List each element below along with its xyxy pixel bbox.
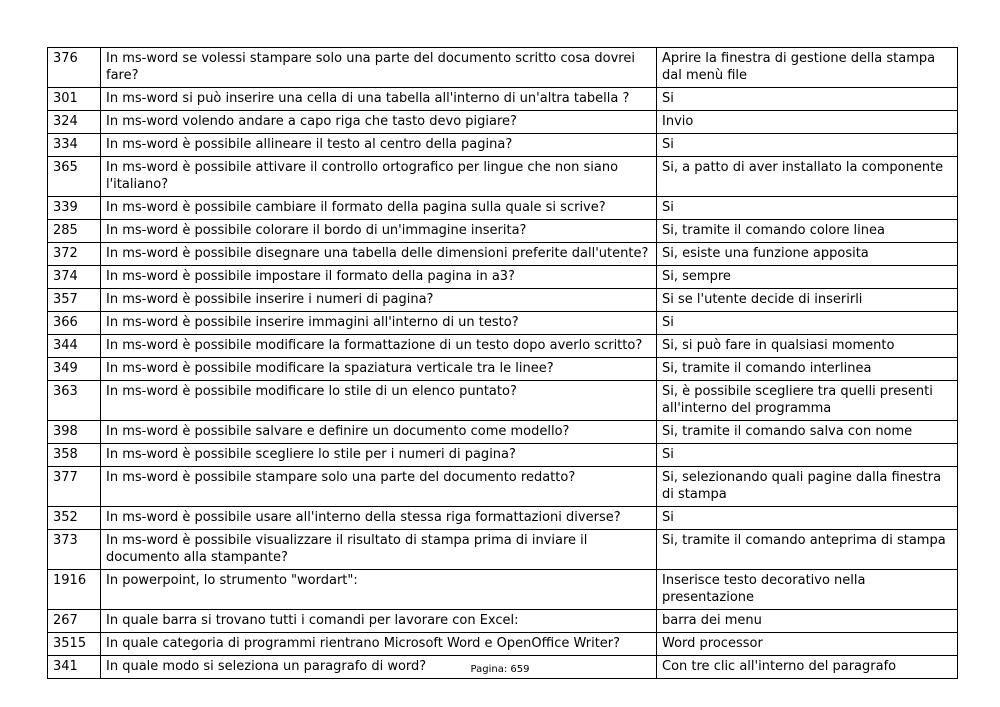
answer-cell: Si, tramite il comando interlinea <box>657 358 958 381</box>
answer-cell: Si, tramite il comando colore linea <box>657 220 958 243</box>
question-id-cell: 377 <box>48 467 101 507</box>
question-id-cell: 339 <box>48 197 101 220</box>
table-row <box>48 134 958 157</box>
answer-cell: Si, esiste una funzione apposita <box>657 243 958 266</box>
question-id-cell: 365 <box>48 157 101 197</box>
answer-cell: barra dei menu <box>657 610 958 633</box>
question-cell: In ms-word è possibile modificare la spaziatura verticale tra le linee? <box>101 358 657 381</box>
table-row <box>48 220 958 243</box>
question-cell: In ms-word è possibile inserire immagini all'interno di un testo? <box>101 312 657 335</box>
table-row <box>48 358 958 381</box>
question-id-cell: 285 <box>48 220 101 243</box>
question-id-cell: 372 <box>48 243 101 266</box>
question-id-cell: 398 <box>48 421 101 444</box>
question-cell: In ms-word se volessi stampare solo una parte del documento scritto cosa dovrei fare? <box>101 48 657 88</box>
answer-cell: Inserisce testo decorativo nella presentazione <box>657 570 958 610</box>
question-id-cell: 373 <box>48 530 101 570</box>
answer-cell: Si, tramite il comando salva con nome <box>657 421 958 444</box>
answer-cell: Si <box>657 197 958 220</box>
table-row <box>48 421 958 444</box>
question-cell: In ms-word è possibile stampare solo una parte del documento redatto? <box>101 467 657 507</box>
question-cell: In ms-word volendo andare a capo riga che tasto devo pigiare? <box>101 111 657 134</box>
quiz-table-body <box>48 48 958 679</box>
answer-cell: Word processor <box>657 633 958 656</box>
question-id-cell: 3515 <box>48 633 101 656</box>
table-row <box>48 530 958 570</box>
answer-cell: Si <box>657 444 958 467</box>
question-cell: In ms-word è possibile scegliere lo stile per i numeri di pagina? <box>101 444 657 467</box>
answer-cell: Aprire la finestra di gestione della stampa dal menù file <box>657 48 958 88</box>
question-cell: In ms-word è possibile modificare lo stile di un elenco puntato? <box>101 381 657 421</box>
table-row <box>48 157 958 197</box>
table-row <box>48 266 958 289</box>
table-row <box>48 289 958 312</box>
question-id-cell: 344 <box>48 335 101 358</box>
question-id-cell: 366 <box>48 312 101 335</box>
question-cell: In ms-word è possibile modificare la formattazione di un testo dopo averlo scritto? <box>101 335 657 358</box>
answer-cell: Si se l'utente decide di inserirli <box>657 289 958 312</box>
answer-cell: Si <box>657 312 958 335</box>
question-cell: In ms-word è possibile salvare e definire un documento come modello? <box>101 421 657 444</box>
question-cell: In quale categoria di programmi rientrano Microsoft Word e OpenOffice Writer? <box>101 633 657 656</box>
table-row <box>48 570 958 610</box>
answer-cell: Si, si può fare in qualsiasi momento <box>657 335 958 358</box>
question-cell: In ms-word è possibile usare all'interno della stessa riga formattazioni diverse? <box>101 507 657 530</box>
table-row <box>48 381 958 421</box>
table-row <box>48 197 958 220</box>
table-row <box>48 610 958 633</box>
quiz-table <box>47 47 958 679</box>
answer-cell: Si, tramite il comando anteprima di stampa <box>657 530 958 570</box>
question-id-cell: 352 <box>48 507 101 530</box>
question-id-cell: 358 <box>48 444 101 467</box>
question-cell: In quale modo si seleziona un paragrafo di word? <box>101 656 657 679</box>
question-cell: In ms-word è possibile cambiare il formato della pagina sulla quale si scrive? <box>101 197 657 220</box>
answer-cell: Si <box>657 507 958 530</box>
table-row <box>48 467 958 507</box>
answer-cell: Si <box>657 88 958 111</box>
question-cell: In ms-word è possibile disegnare una tabella delle dimensioni preferite dall'utente? <box>101 243 657 266</box>
question-id-cell: 324 <box>48 111 101 134</box>
question-id-cell: 301 <box>48 88 101 111</box>
question-id-cell: 341 <box>48 656 101 679</box>
question-cell: In ms-word è possibile allineare il testo al centro della pagina? <box>101 134 657 157</box>
question-id-cell: 1916 <box>48 570 101 610</box>
table-row <box>48 444 958 467</box>
question-id-cell: 374 <box>48 266 101 289</box>
question-cell: In ms-word è possibile impostare il formato della pagina in a3? <box>101 266 657 289</box>
question-id-cell: 349 <box>48 358 101 381</box>
table-row <box>48 88 958 111</box>
question-id-cell: 363 <box>48 381 101 421</box>
question-id-cell: 376 <box>48 48 101 88</box>
answer-cell: Si, selezionando quali pagine dalla finestra di stampa <box>657 467 958 507</box>
answer-cell: Con tre clic all'interno del paragrafo <box>657 656 958 679</box>
question-cell: In ms-word è possibile inserire i numeri di pagina? <box>101 289 657 312</box>
question-cell: In ms-word si può inserire una cella di una tabella all'interno di un'altra tabella ? <box>101 88 657 111</box>
table-row <box>48 48 958 88</box>
question-cell: In ms-word è possibile visualizzare il risultato di stampa prima di inviare il documento alla stampante? <box>101 530 657 570</box>
question-id-cell: 334 <box>48 134 101 157</box>
answer-cell: Si, a patto di aver installato la componente <box>657 157 958 197</box>
table-row <box>48 111 958 134</box>
page-number: Pagina: 659 <box>470 664 530 675</box>
answer-cell: Si <box>657 134 958 157</box>
table-row <box>48 243 958 266</box>
answer-cell: Si, sempre <box>657 266 958 289</box>
question-id-cell: 267 <box>48 610 101 633</box>
question-id-cell: 357 <box>48 289 101 312</box>
table-row <box>48 312 958 335</box>
answer-cell: Si, è possibile scegliere tra quelli presenti all'interno del programma <box>657 381 958 421</box>
answer-cell: Invio <box>657 111 958 134</box>
question-cell: In ms-word è possibile colorare il bordo di un'immagine inserita? <box>101 220 657 243</box>
table-row <box>48 633 958 656</box>
question-cell: In powerpoint, lo strumento "wordart": <box>101 570 657 610</box>
question-cell: In quale barra si trovano tutti i comandi per lavorare con Excel: <box>101 610 657 633</box>
table-row <box>48 335 958 358</box>
table-row <box>48 507 958 530</box>
question-cell: In ms-word è possibile attivare il controllo ortografico per lingue che non siano l'italiano? <box>101 157 657 197</box>
